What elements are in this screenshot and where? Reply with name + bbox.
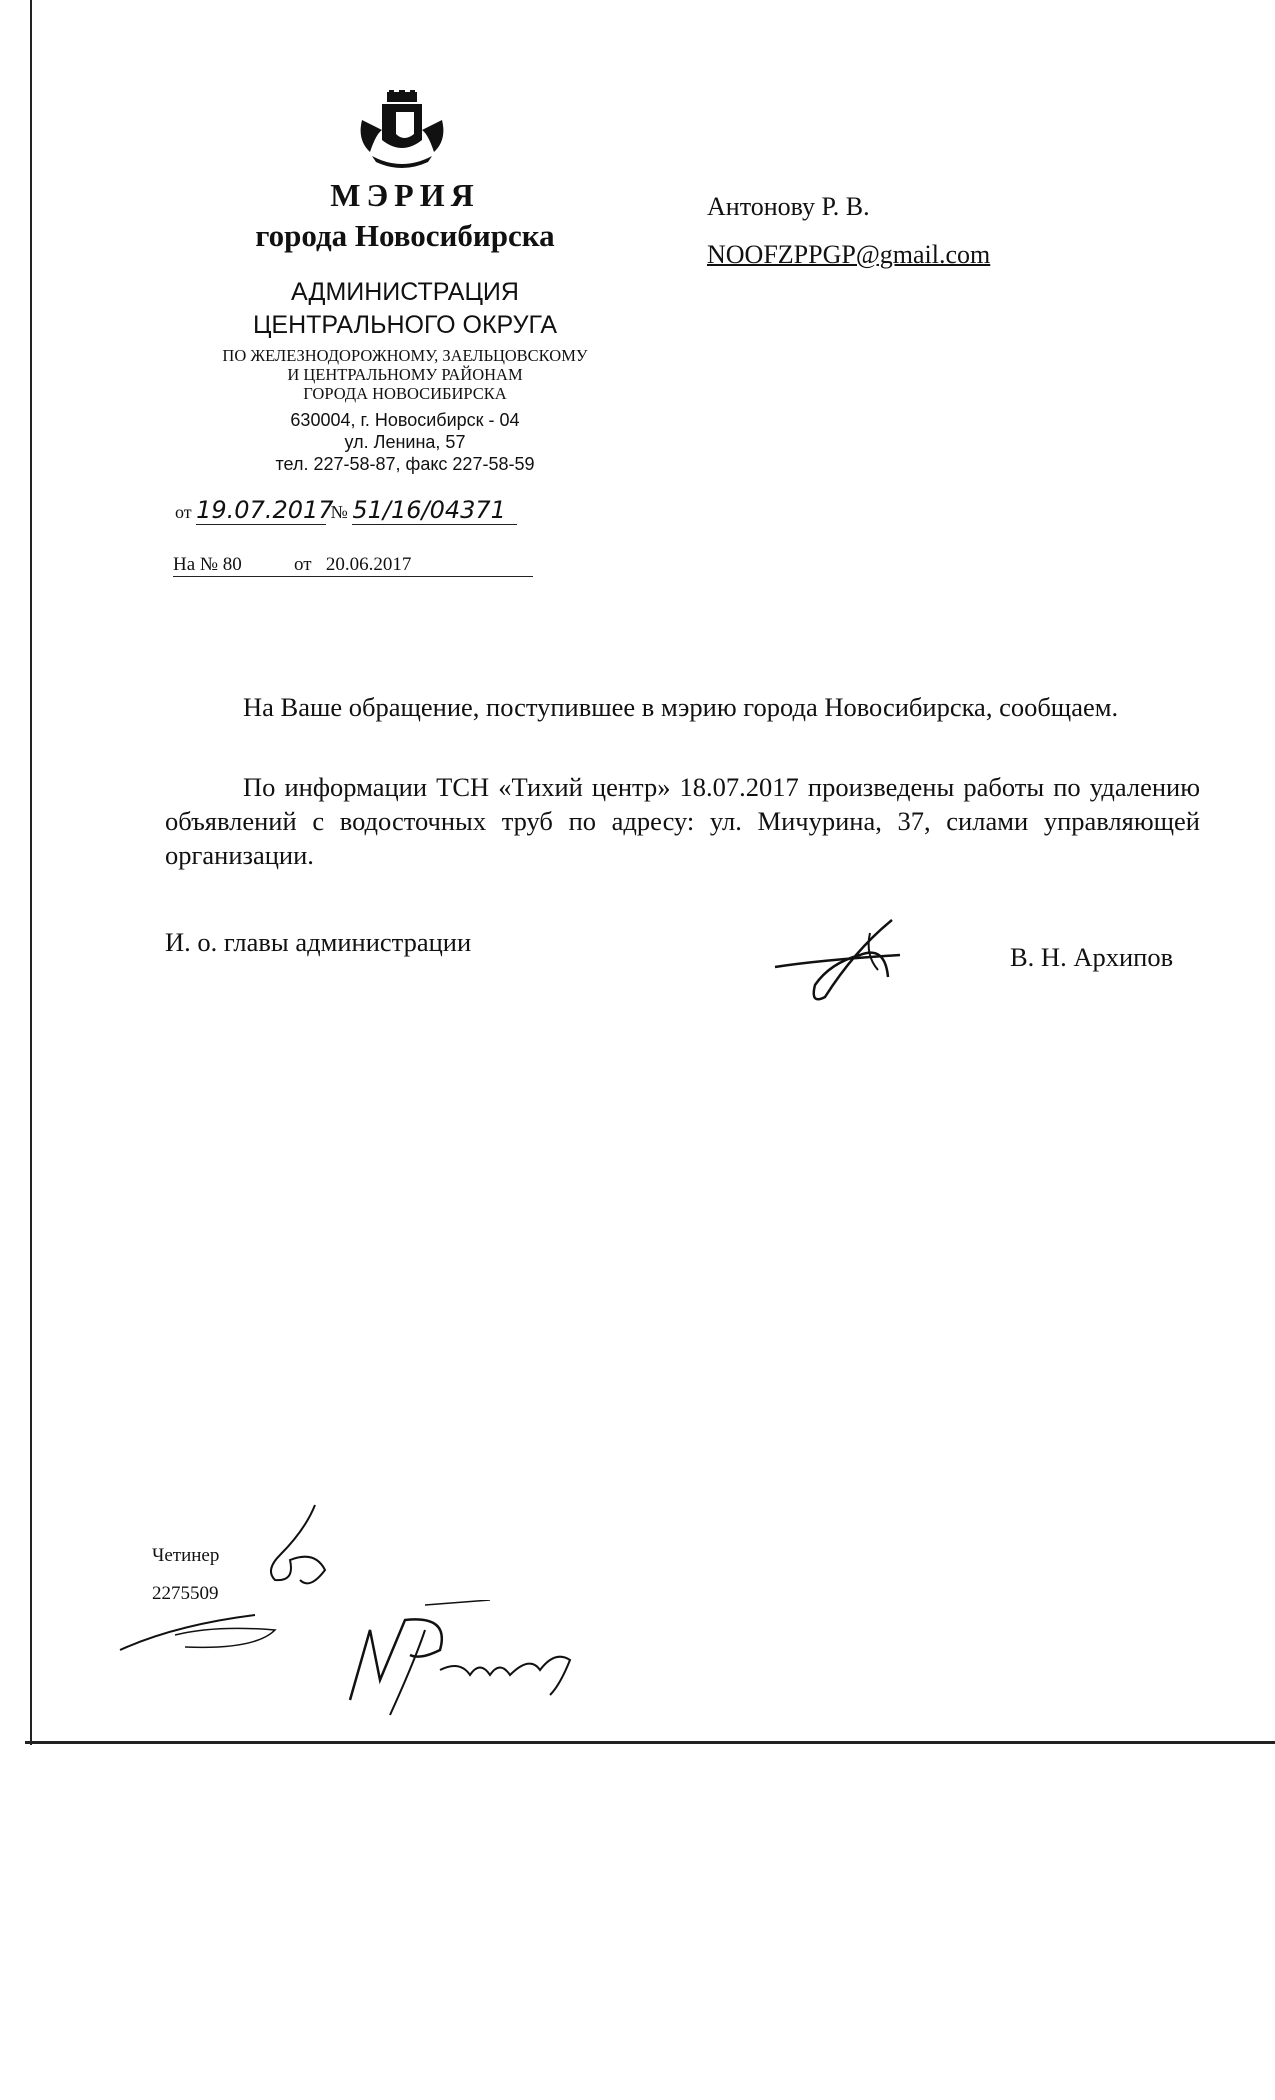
- body-paragraph-2: По информации ТСН «Тихий центр» 18.07.2017 произведены работы по удалению объявлений с водосточных труб по адресу: ул. Мичурина, 37, силами управляющей организации.: [165, 772, 1200, 870]
- ref-number: 80: [222, 554, 242, 575]
- date-label: от: [175, 502, 192, 522]
- address-line-3: тел. 227-58-87, факс 227-58-59: [275, 454, 535, 474]
- ref-date: 20.06.2017: [325, 554, 412, 575]
- page-left-border: [30, 0, 32, 1745]
- number-label: №: [330, 502, 348, 522]
- executor-name: Четинер: [152, 1545, 220, 1566]
- registration-line: [175, 496, 517, 525]
- reference-line: [173, 554, 533, 577]
- executor-phone: 2275509: [152, 1583, 219, 1604]
- admin-district: ЦЕНТРАЛЬНОГО ОКРУГА: [252, 311, 558, 339]
- org-name: МЭРИЯ: [330, 177, 480, 213]
- address-line-1: 630004, г. Новосибирск - 04: [290, 410, 520, 430]
- ref-number-label: №: [199, 554, 219, 575]
- addressee-name: Антонову Р. В.: [707, 192, 870, 221]
- outgoing-number: 51/16/04371: [352, 496, 517, 525]
- page-bottom-line: [25, 1741, 1275, 1744]
- org-city: города Новосибирска: [255, 218, 555, 253]
- signatory-name: В. Н. Архипов: [1010, 942, 1174, 972]
- signatory-title: И. о. главы администрации: [165, 927, 472, 957]
- handwritten-visa-icon: [330, 1600, 580, 1720]
- executor-initials-icon: [255, 1500, 335, 1610]
- city-coat-of-arms-icon: [352, 90, 452, 172]
- ref-label: На: [173, 554, 196, 575]
- ref-date-label: от: [294, 554, 312, 575]
- admin-subtitle-3: ГОРОДА НОВОСИБИРСКА: [303, 384, 507, 403]
- admin-subtitle-2: И ЦЕНТРАЛЬНОМУ РАЙОНАМ: [287, 365, 523, 384]
- addressee-email: NOOFZPPGP@gmail.com: [707, 240, 991, 269]
- address-line-2: ул. Ленина, 57: [344, 432, 466, 452]
- handwritten-signature-icon: [770, 915, 920, 1005]
- approval-mark-icon: [115, 1595, 295, 1665]
- admin-subtitle-1: ПО ЖЕЛЕЗНОДОРОЖНОМУ, ЗАЕЛЬЦОВСКОМУ: [222, 346, 588, 365]
- body-paragraph-1: На Ваше обращение, поступившее в мэрию города Новосибирска, сообщаем.: [243, 692, 1119, 722]
- admin-title: АДМИНИСТРАЦИЯ: [291, 278, 519, 306]
- outgoing-date: 19.07.2017: [196, 496, 334, 524]
